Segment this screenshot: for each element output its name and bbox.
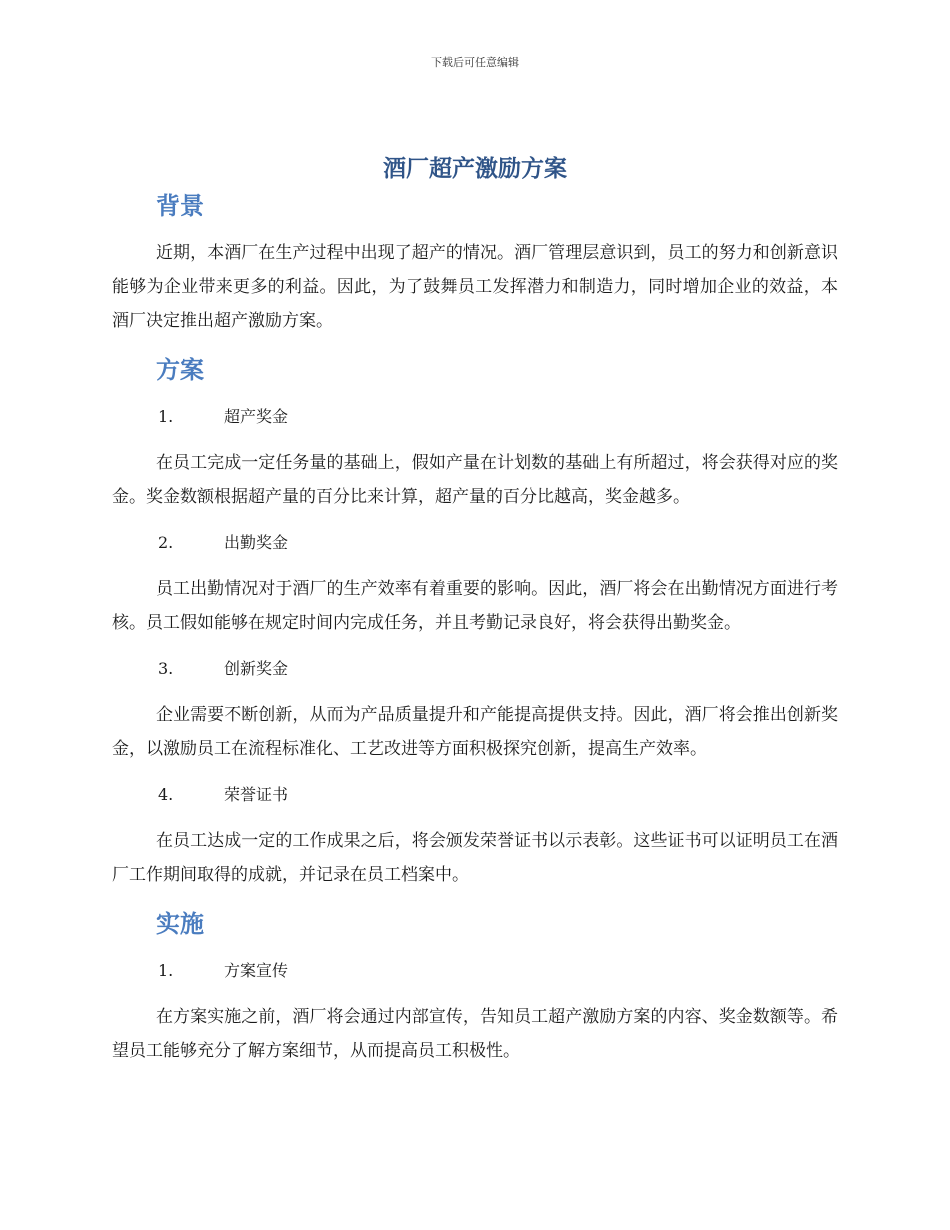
plan-item-2-title [112,526,838,560]
list-label: 方案宣传 [224,961,289,980]
background-paragraph: 近期，本酒厂在生产过程中出现了超产的情况。酒厂管理层意识到，员工的努力和创新意识能够为企业带来更多的利益。因此，为了鼓舞员工发挥潜力和制造力，同时增加企业的效益，本酒厂决定推出超产激励方案。 [112,243,838,331]
document-title: 酒厂超产激励方案 [383,156,567,182]
plan-item-4-paragraph: 在员工达成一定的工作成果之后，将会颁发荣誉证书以示表彰。这些证书可以证明员工在酒厂工作期间取得的成就，并记录在员工档案中。 [112,831,838,885]
list-label: 创新奖金 [224,659,289,678]
list-label: 超产奖金 [224,407,289,426]
plan-item-3-title [112,652,838,686]
implementation-item-1-title [112,954,838,988]
plan-item-3-paragraph: 企业需要不断创新，从而为产品质量提升和产能提高提供支持。因此，酒厂将会推出创新奖金，以激励员工在流程标准化、工艺改进等方面积极探究创新，提高生产效率。 [112,705,838,759]
section-heading-background: 背景 [156,192,204,220]
plan-item-4-title [112,778,838,812]
plan-item-1-title [112,400,838,434]
list-label: 出勤奖金 [224,533,289,552]
header-note: 下载后可任意编辑 [431,56,519,69]
section-heading-plan: 方案 [156,356,204,384]
list-number: 2. [158,533,174,552]
implementation-item-1-paragraph: 在方案实施之前，酒厂将会通过内部宣传，告知员工超产激励方案的内容、奖金数额等。希望员工能够充分了解方案细节，从而提高员工积极性。 [112,1007,838,1061]
list-label: 荣誉证书 [224,785,289,804]
plan-item-1-paragraph: 在员工完成一定任务量的基础上，假如产量在计划数的基础上有所超过，将会获得对应的奖金。奖金数额根据超产量的百分比来计算，超产量的百分比越高，奖金越多。 [112,453,838,507]
plan-item-2-paragraph: 员工出勤情况对于酒厂的生产效率有着重要的影响。因此，酒厂将会在出勤情况方面进行考核。员工假如能够在规定时间内完成任务，并且考勤记录良好，将会获得出勤奖金。 [112,579,838,633]
list-number: 3. [158,659,174,678]
section-heading-implementation: 实施 [156,910,204,938]
list-number: 4. [158,785,174,804]
document-body [112,188,838,1068]
list-number: 1. [158,407,174,426]
list-number: 1. [158,961,174,980]
